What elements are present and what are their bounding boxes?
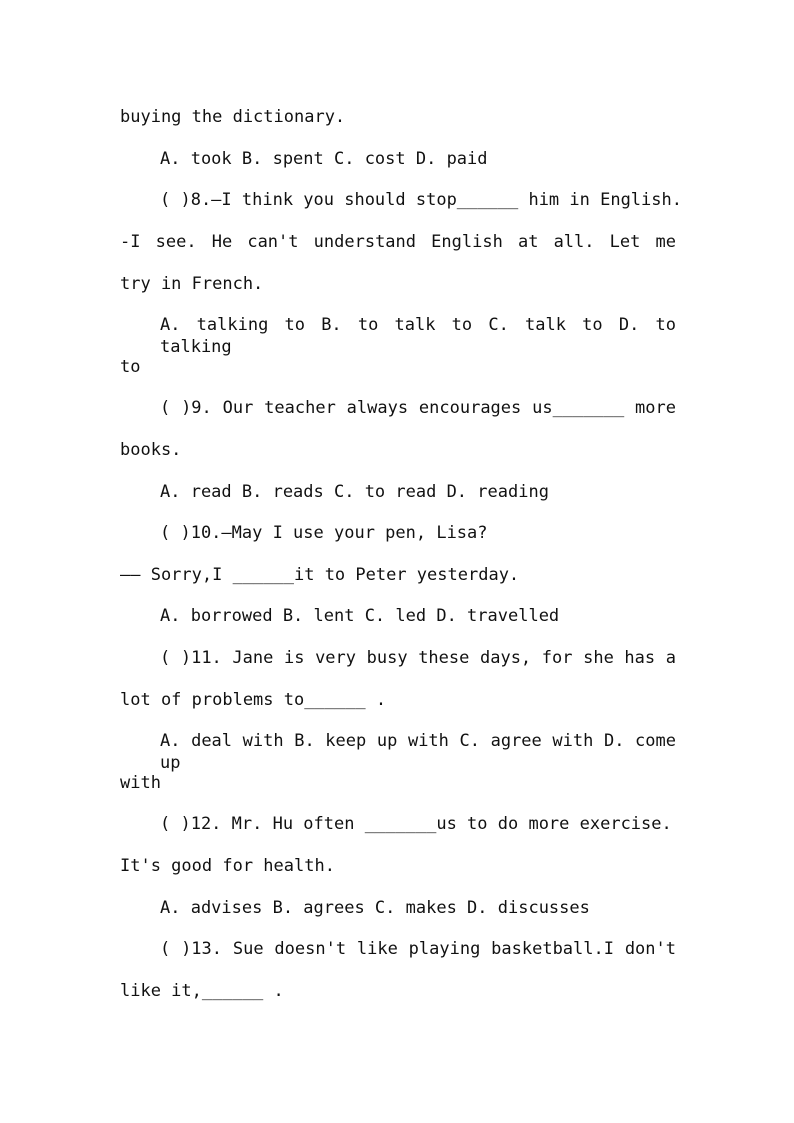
q11-stem-line2: lot of problems to______ . xyxy=(120,690,387,710)
text-line-q7-tail: buying the dictionary. xyxy=(120,107,346,127)
q8-stem: ( )8.—I think you should stop______ him in English. xyxy=(160,190,682,210)
q10-stem: ( )10.—May I use your pen, Lisa? xyxy=(160,523,488,543)
q10-response: —— Sorry,I ______it to Peter yesterday. xyxy=(120,565,520,585)
q8-options-line1: A. talking to B. to talk to C. talk to D. to talking xyxy=(160,315,676,357)
q13-stem-line1: ( )13. Sue doesn't like playing basketball.I don't xyxy=(160,939,676,959)
q12-stem-line2: It's good for health. xyxy=(120,856,335,876)
q11-stem-line1: ( )11. Jane is very busy these days, for she has a xyxy=(160,648,676,668)
q8-response-line2: try in French. xyxy=(120,274,264,294)
q9-stem-line2: books. xyxy=(120,440,182,460)
q9-options: A. read B. reads C. to read D. reading xyxy=(160,482,549,502)
q7-options: A. took B. spent C. cost D. paid xyxy=(160,149,488,169)
q11-options-line2: with xyxy=(120,773,161,793)
q9-stem-line1: ( )9. Our teacher always encourages us_______ more xyxy=(160,398,676,418)
q12-stem-line1: ( )12. Mr. Hu often _______us to do more exercise. xyxy=(160,814,672,834)
q10-options: A. borrowed B. lent C. led D. travelled xyxy=(160,606,560,626)
q13-stem-line2: like it,______ . xyxy=(120,981,284,1001)
q12-options: A. advises B. agrees C. makes D. discusses xyxy=(160,898,590,918)
q8-options-line2: to xyxy=(120,357,141,377)
q11-options-line1: A. deal with B. keep up with C. agree with D. come up xyxy=(160,731,676,773)
q8-response-line1: -I see. He can't understand English at all. Let me xyxy=(120,232,676,252)
